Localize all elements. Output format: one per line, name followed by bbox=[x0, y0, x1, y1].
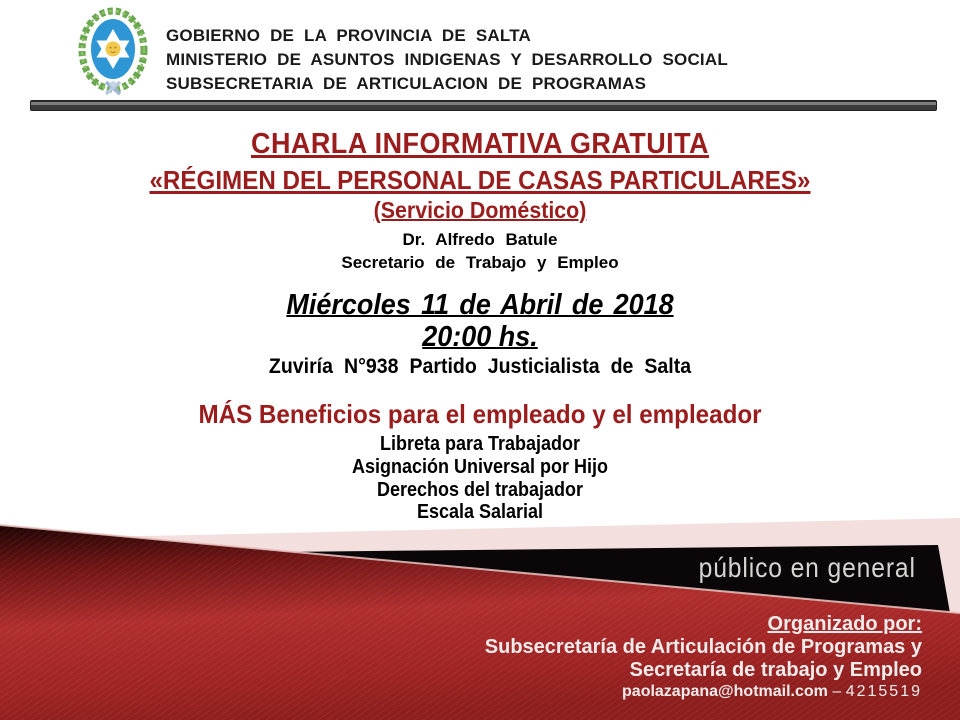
subtitle-servicio: (Servicio Doméstico) bbox=[373, 197, 587, 223]
organizer-block bbox=[485, 613, 922, 702]
event-date: Miércoles 11 de Abril de 2018 bbox=[286, 289, 674, 321]
organizer-line-1: Subsecretaría de Articulación de Programas y bbox=[484, 636, 922, 658]
benefit-item: Escala Salarial bbox=[416, 501, 544, 523]
event-time: 20:00 hs. bbox=[422, 321, 538, 353]
organizer-line-2: Secretaría de trabajo y Empleo bbox=[629, 659, 922, 681]
benefits-heading: MÁS Beneficios para el empleado y el empleador bbox=[198, 399, 762, 429]
main-title: CHARLA INFORMATIVA GRATUITA bbox=[251, 128, 709, 160]
org-line-ministry: MINISTERIO DE ASUNTOS INDIGENAS Y DESARROLLO SOCIAL bbox=[166, 50, 728, 69]
speaker-role: Secretario de Trabajo y Empleo bbox=[341, 253, 619, 272]
header-divider-bar bbox=[30, 100, 937, 111]
speaker-name: Dr. Alfredo Batule bbox=[402, 230, 558, 249]
benefit-item: Asignación Universal por Hijo bbox=[351, 456, 609, 478]
contact-separator: – bbox=[832, 683, 842, 700]
subtitle-regimen: «RÉGIMEN DEL PERSONAL DE CASAS PARTICULARES» bbox=[149, 165, 811, 195]
benefit-item: Libreta para Trabajador bbox=[379, 433, 581, 455]
org-line-subsecretary: SUBSECRETARIA DE ARTICULACION DE PROGRAMAS bbox=[166, 74, 647, 93]
audience-label: público en general bbox=[698, 552, 916, 583]
contact-email: paolazapana@hotmail.com bbox=[622, 683, 828, 700]
benefit-item: Derechos del trabajador bbox=[376, 479, 584, 501]
contact-line bbox=[485, 682, 922, 702]
contact-phone: 4215519 bbox=[845, 683, 922, 700]
event-venue: Zuviría N°938 Partido Justicialista de Salta bbox=[268, 355, 692, 378]
organized-by-label: Organizado por: bbox=[767, 613, 922, 635]
org-line-government: GOBIERNO DE LA PROVINCIA DE SALTA bbox=[166, 26, 532, 45]
salta-coat-of-arms-icon bbox=[72, 5, 154, 99]
header-org-lines bbox=[166, 24, 728, 96]
